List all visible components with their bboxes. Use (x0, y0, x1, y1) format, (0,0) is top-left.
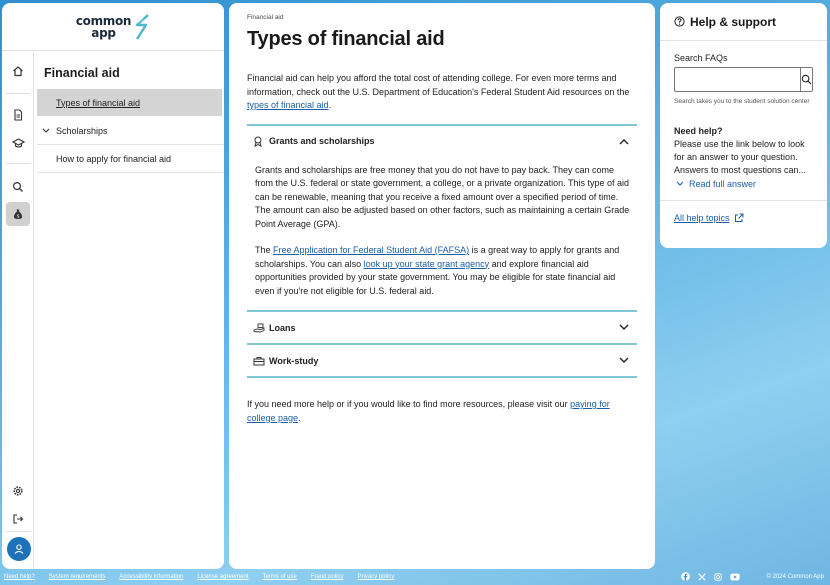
help-panel (660, 3, 827, 248)
search-icon (801, 74, 812, 85)
search-label: Search FAQs (674, 53, 728, 63)
outro-paragraph (247, 397, 637, 425)
footer-links (4, 574, 408, 580)
footer-link-privacy-policy[interactable]: Privacy policy (357, 574, 395, 580)
user-avatar[interactable] (7, 537, 31, 561)
grants-paragraph-1: Grants and scholarships are free money that you do not have to pay back. They can come from the U.S. federal or state government, a college, or a private organization. This type of aid can be renewable, meaning that you receive a fixed amount over a specified period of time. The amount can also be adjusted based on other factors, such as maintaining a certain Grade Point Average (GPA). (255, 164, 630, 229)
text-span: The (255, 245, 274, 255)
help-title: Help & support (690, 14, 776, 29)
chevron-up-icon (619, 138, 629, 145)
left-panel (2, 3, 224, 569)
document-icon[interactable] (6, 103, 30, 127)
chevron-down-icon (619, 324, 629, 331)
sidebar-item-scholarships[interactable] (34, 117, 224, 144)
need-help-title: Need help? (674, 126, 723, 136)
chevron-down-icon (619, 357, 629, 364)
user-icon (13, 543, 25, 555)
all-help-topics-label: All help topics (674, 213, 730, 223)
home-icon[interactable] (6, 59, 30, 83)
logo-line-1: common (75, 13, 132, 28)
types-of-financial-aid-link[interactable]: types of financial aid (247, 100, 329, 110)
sidebar-item-how-to-apply[interactable]: How to apply for financial aid (56, 153, 172, 164)
chevron-down-icon (42, 128, 50, 134)
logo-line-2: app (91, 25, 116, 40)
need-help-text: Please use the link below to look for an answer to your question. Answers to most questions can... (674, 139, 807, 175)
intro-end: . (328, 100, 332, 110)
accordion-item-work-study (247, 343, 637, 378)
outro-end: . (298, 413, 301, 423)
accordion-header-work-study[interactable] (247, 345, 637, 376)
accordion-title: Grants and scholarships (269, 136, 375, 146)
footer-link-terms-of-use[interactable]: Terms of use (262, 574, 297, 580)
footer-link-system-requirements[interactable]: System requirements (48, 574, 106, 580)
chevron-down-icon (676, 181, 684, 187)
search-input[interactable] (674, 67, 800, 92)
sign-out-icon[interactable] (6, 507, 30, 531)
fafsa-link[interactable]: Free Application for Federal Student Aid (FAFSA) (273, 245, 470, 255)
sidebar-title: Financial aid (44, 66, 120, 80)
page-title: Types of financial aid (247, 28, 445, 50)
rail-divider (6, 93, 30, 94)
social-links (681, 572, 740, 581)
award-ribbon-icon (253, 136, 263, 147)
money-bag-icon[interactable] (6, 202, 30, 226)
accordion-header-grants[interactable] (247, 126, 637, 157)
accordion-item-loans (247, 310, 637, 343)
footer-link-license-agreement[interactable]: License agreement (197, 574, 249, 580)
paying-for-college-link[interactable]: paying for college page (247, 399, 610, 423)
question-circle-icon (674, 16, 685, 27)
outro-text: If you need more help or if you would like to find more resources, please visit our (247, 399, 571, 409)
all-help-topics-link[interactable] (674, 213, 813, 223)
hand-money-icon (253, 323, 265, 333)
instagram-icon[interactable] (714, 573, 722, 581)
divider (660, 200, 827, 201)
youtube-icon[interactable] (730, 573, 740, 581)
accordion-header-loans[interactable] (247, 312, 637, 343)
accordion-item-grants (247, 124, 637, 311)
read-full-answer-label: Read full answer (689, 179, 757, 189)
sidebar-nav (34, 51, 224, 173)
intro-paragraph (247, 72, 637, 113)
search-button[interactable] (800, 67, 813, 92)
logo-area (2, 3, 224, 51)
rail-divider (6, 163, 30, 164)
main-content (229, 3, 655, 569)
footer-link-fraud-policy[interactable]: Fraud policy (310, 574, 344, 580)
footer (0, 569, 830, 585)
footer-link-need-help[interactable]: Need help? (4, 574, 35, 580)
logo-text (76, 15, 131, 39)
logo-mark-icon (134, 13, 150, 41)
copyright: © 2024 Common App (766, 574, 824, 580)
accordion-body-grants (247, 157, 637, 311)
sidebar-item-label: Scholarships (56, 125, 108, 136)
graduation-cap-icon[interactable] (6, 131, 30, 155)
grants-paragraph-2 (255, 244, 631, 298)
rail-divider (6, 531, 30, 532)
sidebar-item-types-of-financial-aid[interactable]: Types of financial aid (37, 89, 222, 116)
read-full-answer-button[interactable] (674, 179, 813, 189)
state-grant-agency-link[interactable]: look up your state grant agency (363, 258, 490, 269)
search-row (674, 67, 813, 92)
gear-icon[interactable] (6, 479, 30, 503)
common-app-logo[interactable] (76, 13, 150, 41)
text-span: and explore financial aid opportunities provided by your state government. You may be eligible for state financial aid even if you're not eligible for U.S. federal aid. (255, 258, 616, 296)
facebook-icon[interactable] (681, 572, 690, 581)
help-header (660, 3, 827, 41)
footer-link-accessibility[interactable]: Accessibility information (119, 574, 184, 580)
accordion-title: Work-study (269, 355, 319, 366)
svg-text:$: $ (16, 214, 20, 220)
accordion-title: Loans (269, 322, 296, 333)
external-link-icon (734, 213, 744, 223)
icon-rail (2, 51, 34, 569)
search-hint: Search takes you to the student solution center (674, 98, 810, 105)
x-icon[interactable] (698, 573, 706, 581)
briefcase-icon (253, 356, 265, 366)
text-span: is a great way to apply for grants and scholarships. You can also (255, 245, 620, 269)
divider (37, 172, 224, 173)
intro-text: Financial aid can help you afford the total cost of attending college. For even more terms and information, check out the U.S. Department of Education's Federal Student Aid resources on the (247, 73, 630, 97)
accordion (247, 124, 637, 379)
search-icon[interactable] (6, 175, 30, 199)
breadcrumb[interactable]: Financial aid (247, 14, 284, 21)
